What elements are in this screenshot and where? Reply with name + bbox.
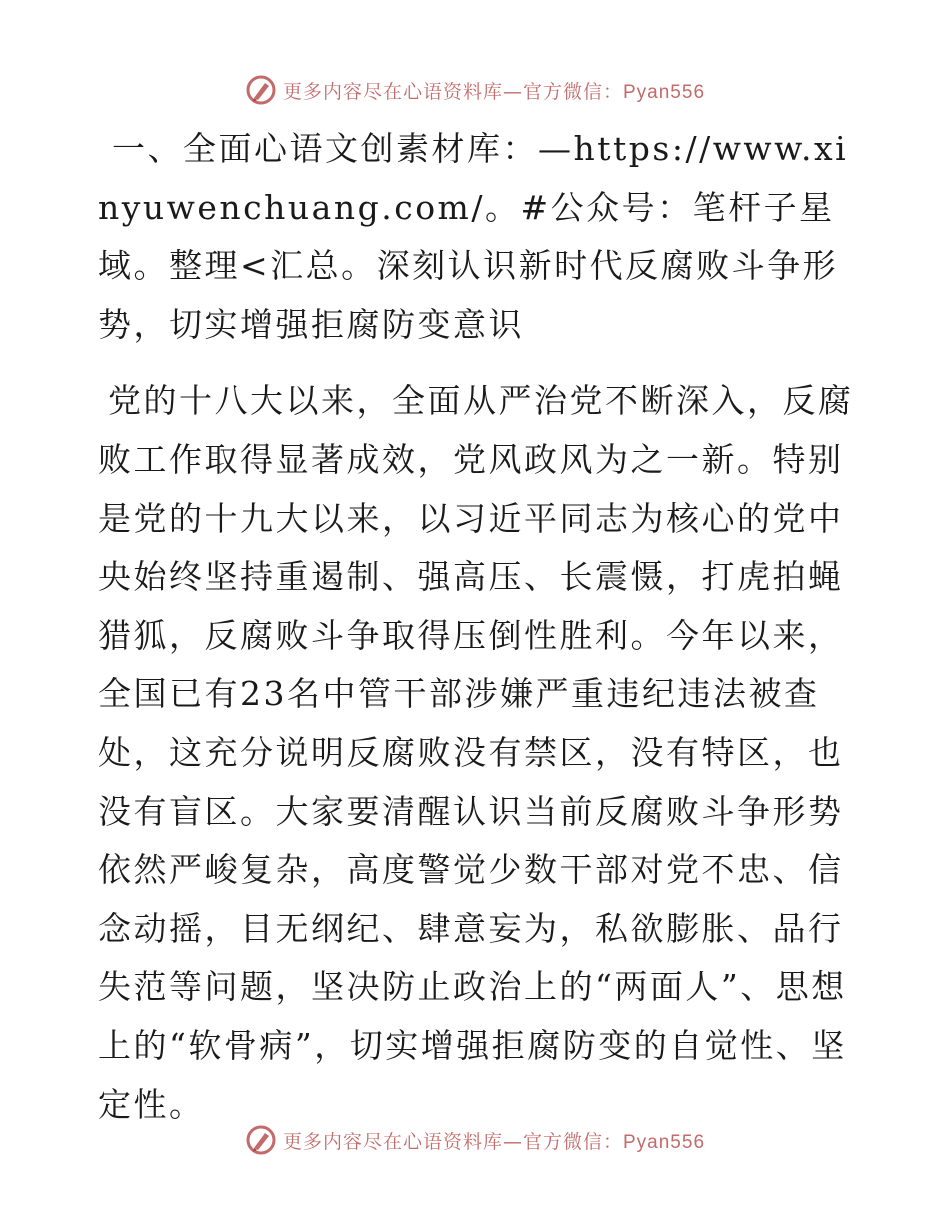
document-body [98,120,858,1134]
watermark-account: Pyan556 [623,1131,706,1153]
pen-logo-icon [245,74,277,106]
watermark-text [283,77,705,104]
footer-watermark [0,1120,950,1160]
watermark-label: 更多内容尽在心语资料库—官方微信： [282,1130,623,1153]
header-watermark [0,70,950,110]
document-paragraph: 党的十八大以来，全面从严治党不断深入，反腐败工作取得显著成效，党风政风为之一新。特别是党的十九大以来，以习近平同志为核心的党中央始终坚持重遏制、强高压、长震慑，打虎拍蝇猎狐，反腐败斗争取得压倒性胜利。今年以来，全国已有23名中管干部涉嫌严重违纪违法被查处，这充分说明反腐败没有禁区，没有特区，也没有盲区。大家要清醒认识当前反腐败斗争形势依然严峻复杂，高度警觉少数干部对党不忠、信念动摇，目无纲纪、肆意妄为，私欲膨胀、品行失范等问题，坚决防止政治上的“两面人”、思想上的“软骨病”，切实增强拒腐防变的自觉性、坚定性。 [98,381,854,1124]
pen-logo-icon [245,1124,277,1156]
document-heading: 一、全面心语文创素材库：—https://www.xinyuwenchuang.com/。#公众号：笔杆子星域。整理<汇总。深刻认识新时代反腐败斗争形势，切实增强拒腐防变意识 [98,129,849,344]
watermark-label: 更多内容尽在心语资料库—官方微信： [282,80,623,103]
watermark-account: Pyan556 [623,81,706,103]
watermark-text [283,1127,705,1154]
